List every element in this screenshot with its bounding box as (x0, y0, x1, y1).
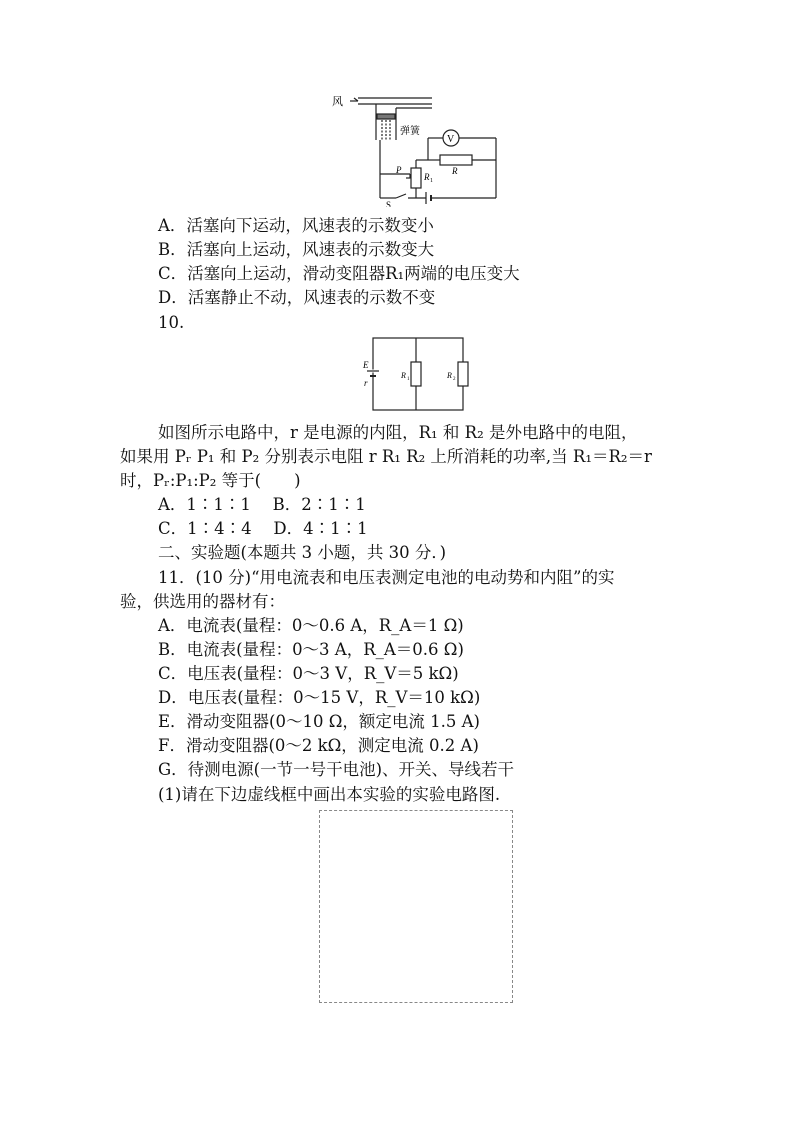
r-label: R (452, 166, 458, 176)
wind-label: 风 (332, 96, 343, 108)
r1-sub: 1 (407, 377, 410, 382)
r1-sub: 1 (430, 178, 433, 184)
e-label: E (363, 360, 369, 370)
r1-label: R (424, 172, 430, 182)
equipment-d: D．电压表(量程：0～15 V，R_V＝10 kΩ) (158, 688, 481, 707)
p-label: P (396, 165, 402, 175)
q11-part1: (1)请在下边虚线框中画出本实验的实验电路图. (158, 785, 501, 804)
r1-label: R (401, 371, 406, 380)
spring-label: 弹簧 (400, 126, 420, 137)
q11-intro-line-1: 11．(10 分)“用电流表和电压表测定电池的电动势和内阻”的实 (158, 568, 615, 587)
q10-circuit-figure (360, 334, 470, 414)
r2-label: R (447, 371, 452, 380)
q10-options-line-1: A．1∶1∶1 B．2∶1∶1 (158, 495, 366, 514)
q11-intro-line-2: 验，供选用的器材有： (120, 592, 285, 611)
equipment-c: C．电压表(量程：0～3 V，R_V＝5 kΩ) (158, 664, 459, 683)
section-heading: 二、实验题(本题共 3 小题，共 30 分．) (158, 543, 447, 562)
q10-text-line-3: 时，Pᵣ:P₁:P₂ 等于( ) (120, 471, 301, 490)
equipment-g: G．待测电源(一节一号干电池)、开关、导线若干 (158, 760, 515, 779)
q10-options-line-2: C．1∶4∶4 D．4∶1∶1 (158, 519, 368, 538)
r2-sub: 2 (453, 377, 456, 382)
q9-option-c: C．活塞向上运动，滑动变阻器R₁两端的电压变大 (158, 264, 520, 283)
small-r-label: r (364, 378, 368, 388)
equipment-f: F．滑动变阻器(0～2 kΩ，测定电流 0.2 A) (158, 736, 479, 755)
q10-text-line-1: 如图所示电路中，r 是电源的内阻，R₁ 和 R₂ 是外电路中的电阻， (158, 423, 638, 442)
equipment-b: B．电流表(量程：0～3 A，R_A＝0.6 Ω) (158, 640, 464, 659)
q9-option-d: D．活塞静止不动，风速表的示数不变 (158, 288, 436, 307)
q10-text-line-2: 如果用 Pᵣ P₁ 和 P₂ 分别表示电阻 r R₁ R₂ 上所消耗的功率,当 R₁＝R₂＝r (120, 447, 652, 466)
q9-option-b: B．活塞向上运动，风速表的示数变大 (158, 240, 435, 259)
equipment-a: A．电流表(量程：0～0.6 A，R_A＝1 Ω) (158, 616, 464, 635)
s-label: S (386, 200, 392, 207)
q9-option-a: A．活塞向下运动，风速表的示数变小 (158, 216, 434, 235)
q10-number: 10. (158, 313, 185, 332)
voltmeter-label: V (447, 134, 455, 145)
wind-speed-circuit-figure (330, 92, 505, 207)
equipment-e: E．滑动变阻器(0～10 Ω，额定电流 1.5 A) (158, 712, 480, 731)
answer-dashed-box (319, 810, 513, 1003)
